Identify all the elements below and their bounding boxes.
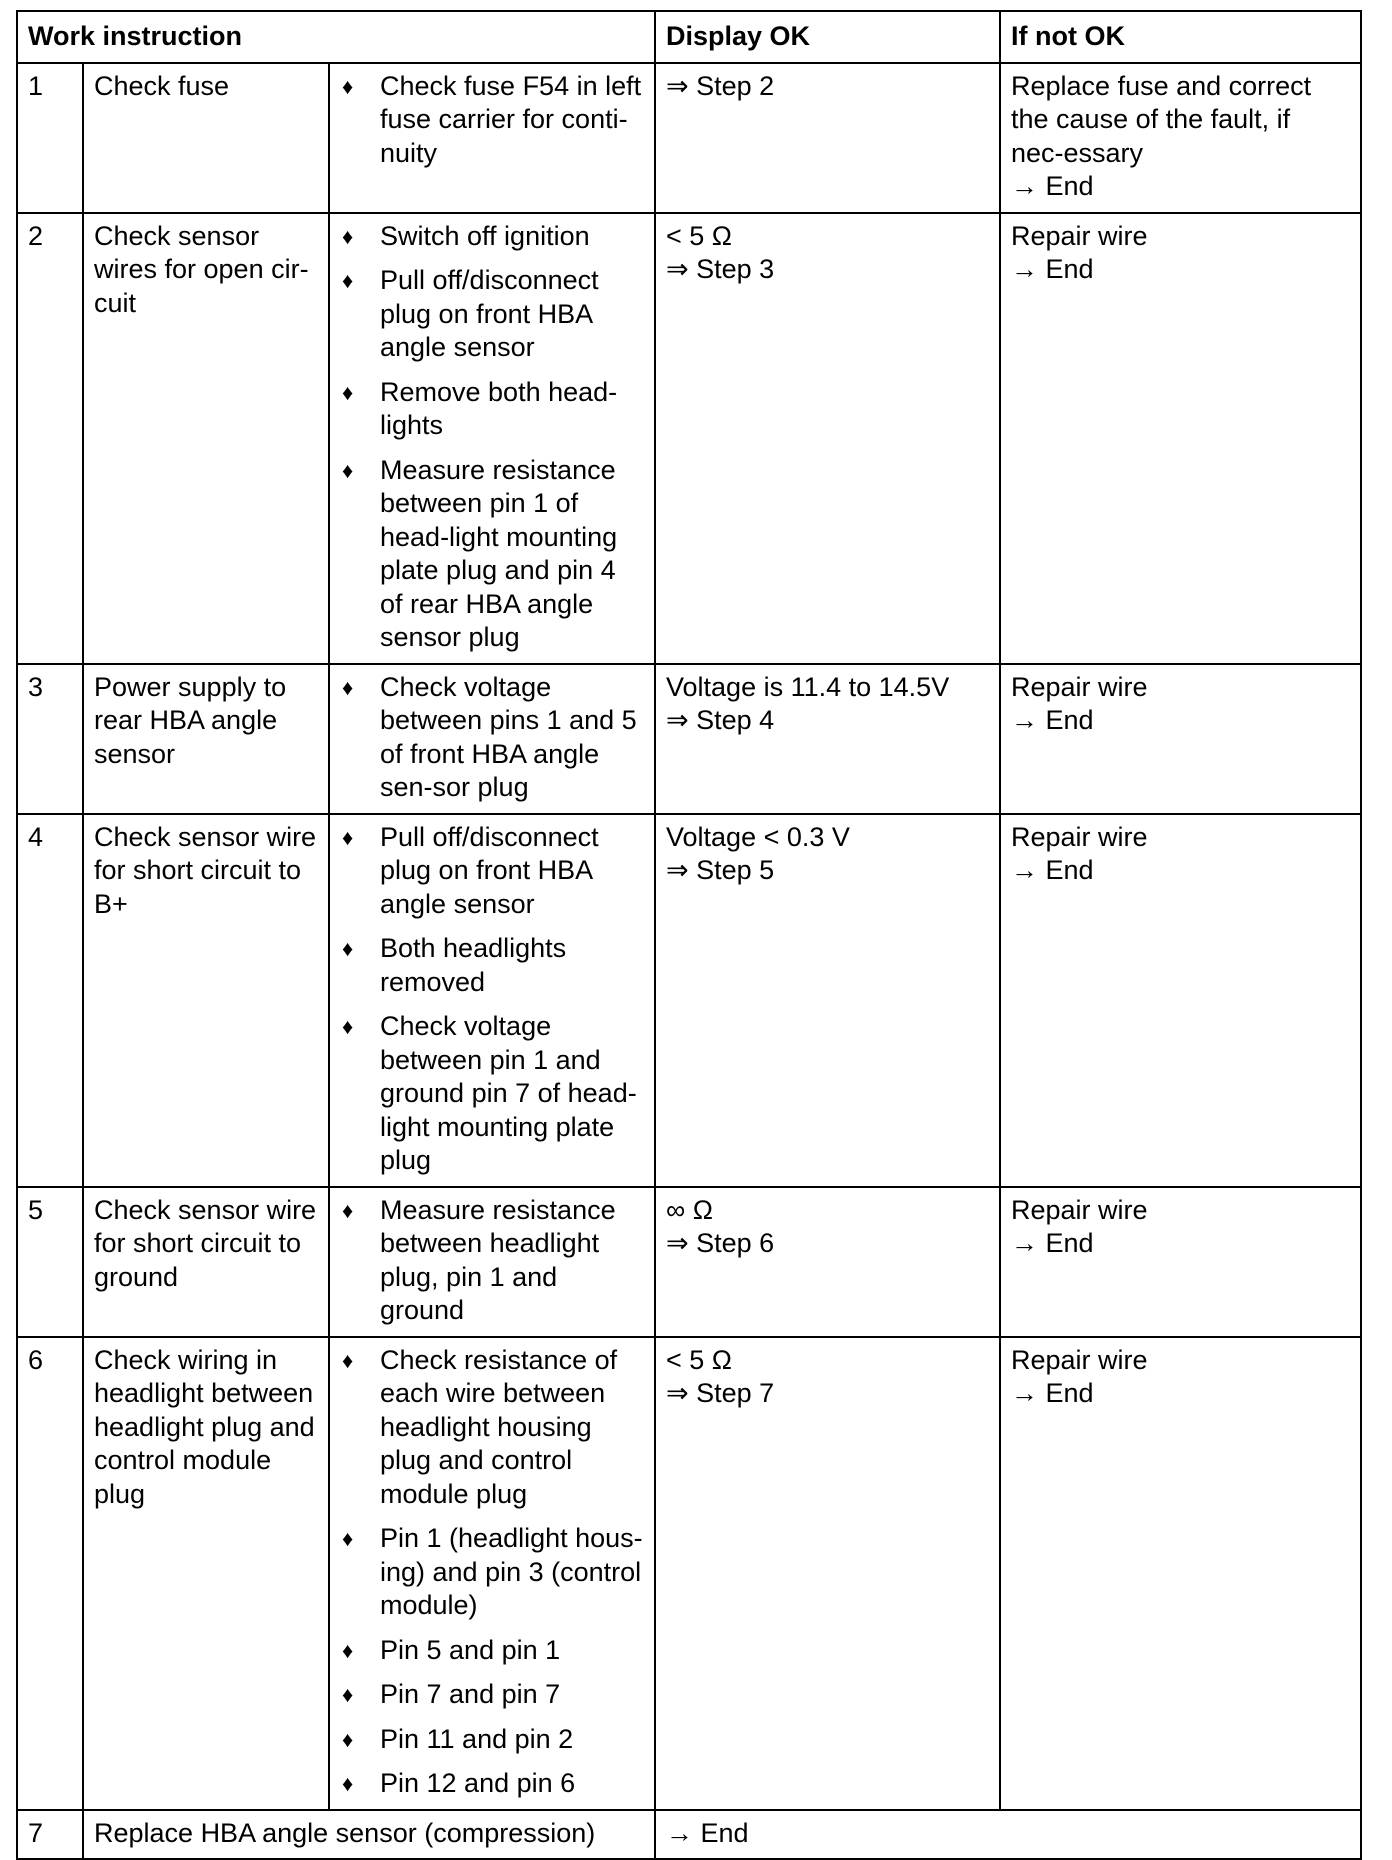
if-not-ok-line: Repair wire xyxy=(1011,1194,1148,1225)
display-ok-line: Voltage is 11.4 to 14.5V xyxy=(666,671,950,702)
action-item xyxy=(340,1634,644,1668)
if-not-ok-cell xyxy=(1000,664,1361,814)
display-ok-cell xyxy=(655,213,1000,664)
header-if-not-ok: If not OK xyxy=(1000,11,1361,63)
diamond-bullet-icon: ♦ xyxy=(342,1682,354,1707)
action-item xyxy=(340,376,644,443)
display-ok-line: ⇒ Step 6 xyxy=(666,1228,775,1258)
step-task: Power supply to rear HBA angle sensor xyxy=(83,664,329,814)
action-item xyxy=(340,454,644,655)
diamond-bullet-icon: ♦ xyxy=(342,674,354,700)
display-ok-line: < 5 Ω xyxy=(666,1344,732,1375)
diamond-bullet-icon: ♦ xyxy=(342,268,354,293)
display-ok-line: ∞ Ω xyxy=(666,1194,713,1225)
step-task: Check sensor wires for open cir-cuit xyxy=(83,213,329,664)
display-ok-line: ⇒ Step 3 xyxy=(666,254,775,284)
diamond-bullet-icon: ♦ xyxy=(342,824,354,850)
step-task: Check sensor wire for short circuit to B+ xyxy=(83,814,329,1187)
display-ok-line: ⇒ Step 7 xyxy=(666,1378,775,1408)
diamond-bullet-icon: ♦ xyxy=(342,1726,354,1752)
action-item xyxy=(340,821,644,922)
display-ok-cell xyxy=(655,63,1000,213)
final-task: Replace HBA angle sensor (compression) xyxy=(83,1810,655,1860)
if-not-ok-cell xyxy=(1000,1187,1361,1337)
step-number: 2 xyxy=(17,213,83,664)
if-not-ok-line: → End xyxy=(1011,254,1094,284)
display-ok-cell xyxy=(655,1187,1000,1337)
step-number: 5 xyxy=(17,1187,83,1337)
step-number: 1 xyxy=(17,63,83,213)
table-row-final xyxy=(17,1810,1361,1860)
action-text: Measure resistance between pin 1 of head-light mounting plate plug and pin 4 of rear HBA angle sensor plug xyxy=(380,454,618,652)
display-ok-line: < 5 Ω xyxy=(666,220,732,251)
header-row xyxy=(17,11,1361,63)
action-text: Pin 11 and pin 2 xyxy=(380,1723,574,1754)
action-text: Check voltage between pins 1 and 5 of front HBA angle sen-sor plug xyxy=(380,671,637,802)
action-list xyxy=(340,1194,644,1328)
table-row xyxy=(17,664,1361,814)
diamond-bullet-icon: ♦ xyxy=(342,1347,354,1373)
step-number: 3 xyxy=(17,664,83,814)
action-text: Measure resistance between headlight plug, pin 1 and ground xyxy=(380,1194,616,1325)
table-row xyxy=(17,814,1361,1187)
step-task: Check wiring in headlight between headlight plug and control module plug xyxy=(83,1337,329,1810)
step-task: Check fuse xyxy=(83,63,329,213)
action-text: Check voltage between pin 1 and ground pin 7 of head-light mounting plate plug xyxy=(380,1011,637,1175)
display-ok-cell xyxy=(655,664,1000,814)
diamond-bullet-icon: ♦ xyxy=(342,379,354,405)
action-list xyxy=(340,821,644,1178)
header-work-instruction: Work instruction xyxy=(17,11,655,63)
if-not-ok-line: Repair wire xyxy=(1011,821,1148,852)
step-actions xyxy=(329,1337,655,1810)
final-display-ok: → End xyxy=(655,1810,1361,1860)
diamond-bullet-icon: ♦ xyxy=(342,73,354,99)
action-item xyxy=(340,1344,644,1512)
action-text: Both headlights removed xyxy=(380,933,567,997)
diamond-bullet-icon: ♦ xyxy=(342,457,354,483)
action-text: Check fuse F54 in left fuse carrier for conti-nuity xyxy=(380,70,642,168)
display-ok-line: ⇒ Step 4 xyxy=(666,705,775,735)
action-list xyxy=(340,220,644,655)
action-item xyxy=(340,671,644,805)
step-actions xyxy=(329,1187,655,1337)
if-not-ok-line: Replace fuse and correct the cause of the fault, if nec-essary xyxy=(1011,70,1312,168)
action-text: Pin 12 and pin 6 xyxy=(380,1768,576,1798)
if-not-ok-cell xyxy=(1000,814,1361,1187)
table-row xyxy=(17,213,1361,664)
action-text: Switch off ignition xyxy=(380,220,590,251)
if-not-ok-line: → End xyxy=(1011,171,1094,201)
action-list xyxy=(340,70,644,171)
if-not-ok-line: → End xyxy=(1011,705,1094,735)
step-actions xyxy=(329,814,655,1187)
action-text: Pull off/disconnect plug on front HBA angle sensor xyxy=(380,265,599,362)
if-not-ok-cell xyxy=(1000,1337,1361,1810)
table-row xyxy=(17,63,1361,213)
action-item xyxy=(340,220,644,254)
if-not-ok-line: → End xyxy=(1011,1228,1094,1258)
display-ok-cell xyxy=(655,814,1000,1187)
if-not-ok-line: Repair wire xyxy=(1011,671,1148,702)
action-list xyxy=(340,1344,644,1801)
action-text: Pin 1 (headlight hous-ing) and pin 3 (control module) xyxy=(380,1523,643,1620)
table-row xyxy=(17,1187,1361,1337)
action-item xyxy=(340,1723,644,1757)
step-number: 7 xyxy=(17,1810,83,1860)
table-row xyxy=(17,1337,1361,1810)
if-not-ok-cell xyxy=(1000,213,1361,664)
action-text: Pull off/disconnect plug on front HBA angle sensor xyxy=(380,821,599,919)
diamond-bullet-icon: ♦ xyxy=(342,1771,354,1796)
action-text: Check resistance of each wire between headlight housing plug and control module plug xyxy=(380,1344,618,1509)
action-text: Pin 7 and pin 7 xyxy=(380,1679,561,1709)
action-text: Remove both head-lights xyxy=(380,376,618,440)
action-item xyxy=(340,1522,644,1623)
if-not-ok-line: → End xyxy=(1011,1378,1094,1408)
if-not-ok-cell xyxy=(1000,63,1361,213)
work-instruction-table xyxy=(16,10,1362,1860)
action-item xyxy=(340,1010,644,1178)
action-item xyxy=(340,1767,644,1801)
action-item xyxy=(340,1678,644,1712)
action-list xyxy=(340,671,644,805)
if-not-ok-line: → End xyxy=(1011,855,1094,885)
action-item xyxy=(340,70,644,171)
step-actions xyxy=(329,664,655,814)
diamond-bullet-icon: ♦ xyxy=(342,1197,354,1223)
step-actions xyxy=(329,63,655,213)
action-text: Pin 5 and pin 1 xyxy=(380,1634,561,1665)
header-display-ok: Display OK xyxy=(655,11,1000,63)
display-ok-line: ⇒ Step 5 xyxy=(666,855,775,885)
diamond-bullet-icon: ♦ xyxy=(342,1637,354,1663)
action-item xyxy=(340,1194,644,1328)
if-not-ok-line: Repair wire xyxy=(1011,1344,1148,1375)
action-item xyxy=(340,932,644,999)
display-ok-line: Voltage < 0.3 V xyxy=(666,821,850,852)
diamond-bullet-icon: ♦ xyxy=(342,1526,354,1551)
step-number: 4 xyxy=(17,814,83,1187)
step-actions xyxy=(329,213,655,664)
display-ok-cell xyxy=(655,1337,1000,1810)
diamond-bullet-icon: ♦ xyxy=(342,223,354,249)
diamond-bullet-icon: ♦ xyxy=(342,1014,354,1039)
if-not-ok-line: Repair wire xyxy=(1011,220,1148,251)
display-ok-line: ⇒ Step 2 xyxy=(666,70,775,101)
diamond-bullet-icon: ♦ xyxy=(342,936,354,961)
action-item xyxy=(340,264,644,365)
step-task: Check sensor wire for short circuit to ground xyxy=(83,1187,329,1337)
step-number: 6 xyxy=(17,1337,83,1810)
